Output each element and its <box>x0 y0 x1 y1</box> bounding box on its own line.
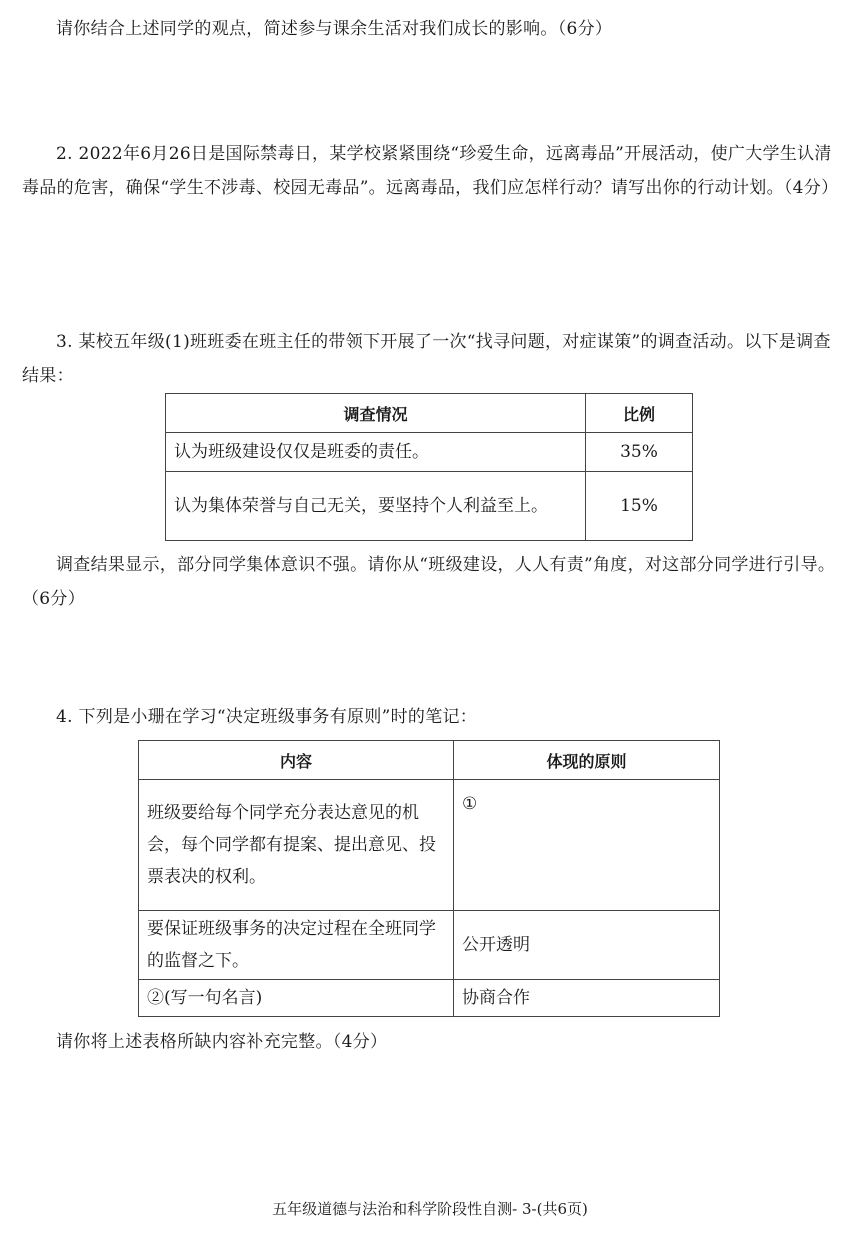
notes-table <box>138 740 720 1017</box>
table-row <box>139 911 720 980</box>
row-content: 班级要给每个同学充分表达意见的机会，每个同学都有提案、提出意见、投票表决的权利。 <box>139 780 454 911</box>
table-header-row <box>139 741 720 780</box>
row-principle: 公开透明 <box>454 911 720 980</box>
question-1-prompt: 请你结合上述同学的观点，简述参与课余生活对我们成长的影响。（6分） <box>56 19 613 39</box>
row-ratio: 35% <box>586 433 693 472</box>
table-row <box>166 472 693 541</box>
row-content: 要保证班级事务的决定过程在全班同学的监督之下。 <box>139 911 454 980</box>
question-3-intro: 3. 某校五年级(1)班班委在班主任的带领下开展了一次“找寻问题，对症谋策”的调查活动。以下是调查结果： <box>22 332 831 386</box>
question-3-prompt: 调查结果显示，部分同学集体意识不强。请你从“班级建设，人人有责”角度，对这部分同学进行引导。（6分） <box>22 555 836 609</box>
row-situation: 认为班级建设仅仅是班委的责任。 <box>166 433 586 472</box>
page-footer: 五年级道德与法治和科学阶段性自测- 3-(共6页) <box>272 1200 588 1218</box>
question-2: 2. 2022年6月26日是国际禁毒日，某学校紧紧围绕“珍爱生命，远离毒品”开展活动，使广大学生认清毒品的危害，确保“学生不涉毒、校园无毒品”。远离毒品，我们应怎样行动？请写出你的行动计划。（4分） <box>22 144 839 198</box>
table-row <box>166 433 693 472</box>
row-principle: ① <box>454 780 720 911</box>
header-situation: 调查情况 <box>166 394 586 433</box>
row-principle: 协商合作 <box>454 980 720 1017</box>
survey-table <box>165 393 693 541</box>
table-header-row <box>166 394 693 433</box>
header-content: 内容 <box>139 741 454 780</box>
header-ratio: 比例 <box>586 394 693 433</box>
question-4-prompt: 请你将上述表格所缺内容补充完整。（4分） <box>56 1032 388 1052</box>
row-situation: 认为集体荣誉与自己无关，要坚持个人利益至上。 <box>166 472 586 541</box>
header-principle: 体现的原则 <box>454 741 720 780</box>
row-ratio: 15% <box>586 472 693 541</box>
question-4-intro: 4. 下列是小珊在学习“决定班级事务有原则”时的笔记： <box>56 707 478 727</box>
table-row <box>139 780 720 911</box>
row-content: ②(写一句名言) <box>139 980 454 1017</box>
table-row <box>139 980 720 1017</box>
